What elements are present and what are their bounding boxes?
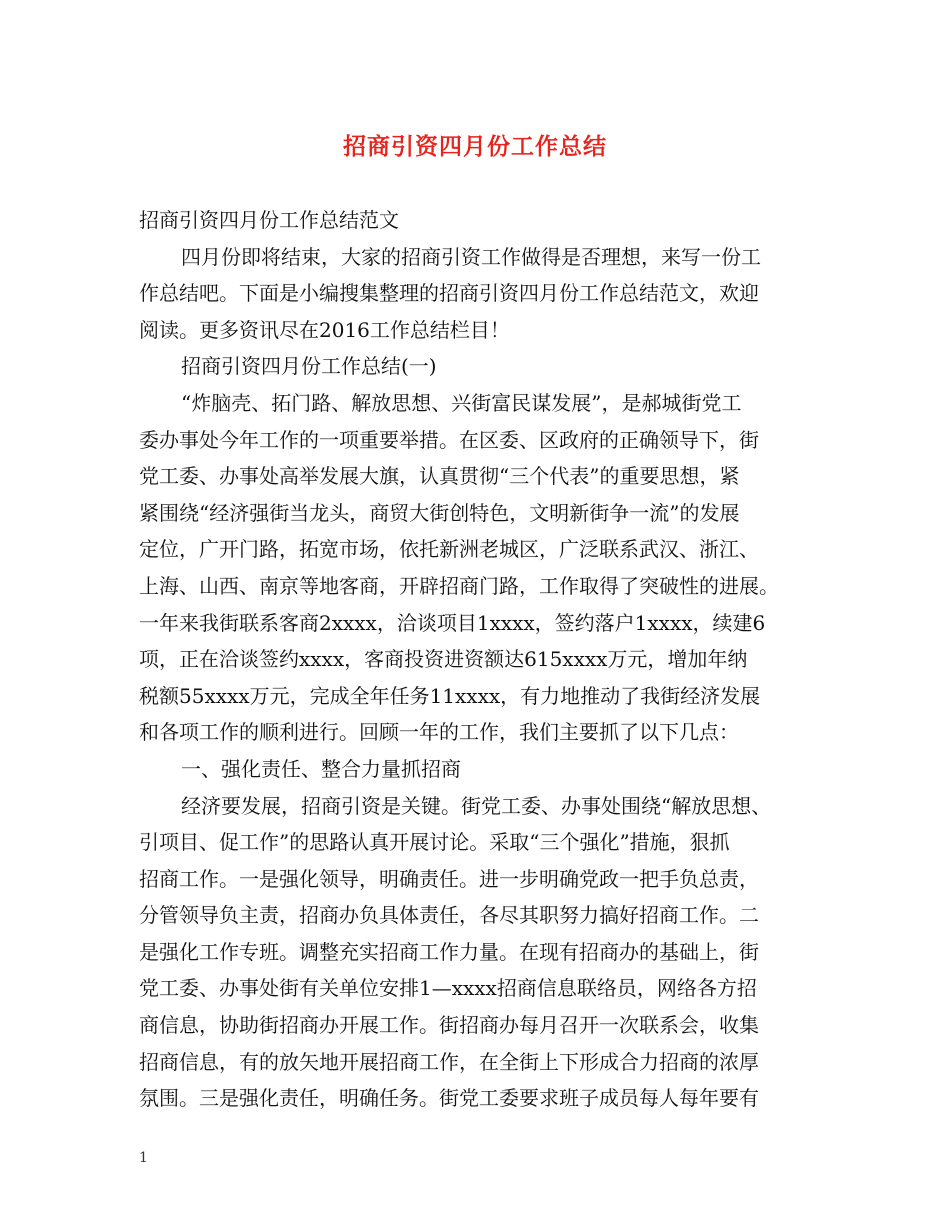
text-line: 招商引资四月份工作总结范文 (139, 208, 399, 232)
text-line: 作总结吧。下面是小编搜集整理的招商引资四月份工作总结范文，欢迎 (139, 281, 759, 306)
document-body (139, 202, 819, 1117)
text-line: 一年来我街联系客商2xxxx，洽谈项目1xxxx，签约落户1xxxx，续建6 (139, 610, 766, 635)
text-line: 招商信息，有的放矢地开展招商工作，在全街上下形成合力招商的浓厚 (139, 1049, 759, 1074)
text-line: 党工委、办事处高举发展大旗，认真贯彻“三个代表”的重要思想，紧 (139, 464, 740, 489)
text-line: “炸脑壳、拓门路、解放思想、兴街富民谋发展”，是郝城街党工 (181, 390, 742, 415)
text-line: 招商工作。一是强化领导，明确责任。进一步明确党政一把手负总责， (139, 866, 759, 891)
text-line: 定位，广开门路，拓宽市场，依托新洲老城区，广泛联系武汉、浙江、 (139, 537, 759, 562)
text-line: 是强化工作专班。调整充实招商工作力量。在现有招商办的基础上，街 (139, 939, 759, 964)
page-number: 1 (139, 1150, 148, 1166)
text-line: 招商引资四月份工作总结(一) (181, 354, 437, 379)
document-title: 招商引资四月份工作总结 (343, 133, 607, 160)
text-line: 党工委、办事处街有关单位安排1—xxxx招商信息联络员，网络各方招 (139, 976, 757, 1001)
text-line: 税额55xxxx万元，完成全年任务11xxxx，有力地推动了我街经济发展 (139, 683, 761, 708)
text-line: 上海、山西、南京等地客商，开辟招商门路，工作取得了突破性的进展。 (139, 573, 779, 598)
text-line: 和各项工作的顺利进行。回顾一年的工作，我们主要抓了以下几点： (139, 720, 739, 745)
text-line: 四月份即将结束，大家的招商引资工作做得是否理想，来写一份工 (181, 244, 761, 269)
text-line: 分管领导负主责，招商办负具体责任，各尽其职努力搞好招商工作。二 (139, 903, 759, 928)
text-line: 阅读。更多资讯尽在2016工作总结栏目！ (139, 317, 510, 342)
text-line: 商信息，协助街招商办开展工作。街招商办每月召开一次联系会，收集 (139, 1013, 759, 1038)
text-line: 经济要发展，招商引资是关键。街党工委、办事处围绕“解放思想、 (181, 793, 772, 818)
text-line: 紧围绕“经济强街当龙头，商贸大街创特色，文明新街争一流”的发展 (139, 500, 740, 525)
text-line: 项，正在洽谈签约xxxx，客商投资进资额达615xxxx万元，增加年纳 (139, 647, 748, 672)
text-line: 氛围。三是强化责任，明确任务。街党工委要求班子成员每人每年要有 (139, 1086, 759, 1111)
text-line: 引项目、促工作”的思路认真开展讨论。采取“三个强化”措施，狠抓 (139, 830, 730, 855)
text-line: 一、强化责任、整合力量抓招商 (181, 756, 461, 781)
text-line: 委办事处今年工作的一项重要举措。在区委、区政府的正确领导下，街 (139, 427, 759, 452)
